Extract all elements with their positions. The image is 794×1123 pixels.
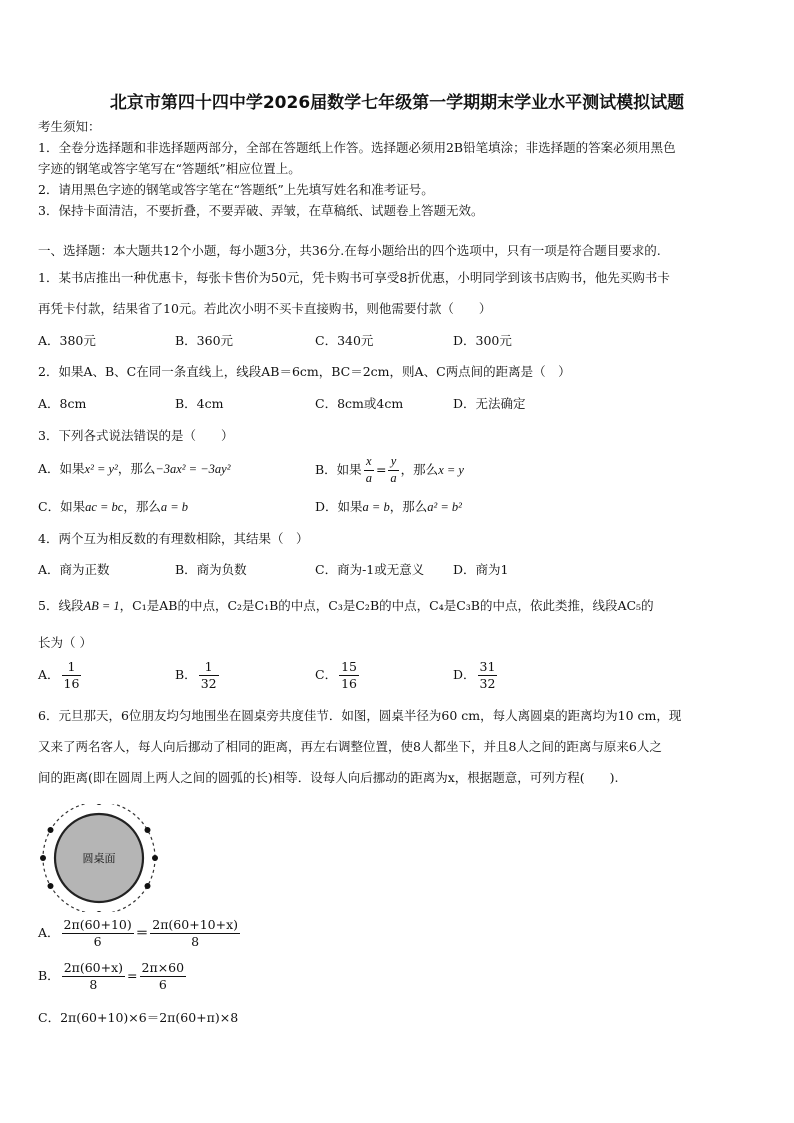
- seat-dot: [48, 827, 54, 833]
- q3-b-mid: ，那么: [400, 462, 439, 477]
- q5-option-b: B． $\frac{1}{32}$: [175, 659, 217, 691]
- q2-option-d: D．无法确定: [453, 396, 526, 411]
- q6-option-a: A． $\frac{2\pi(60+10)}{6}$ ＝ $\frac{2\pi(60+10+x)}{8}$: [38, 917, 238, 949]
- q5-b-fraction: $\frac{1}{32}$: [200, 659, 217, 691]
- notice-item-2: 2．请用黑色字迹的钢笔或答字笔在“答题纸”上先填写姓名和准考证号。: [38, 182, 434, 197]
- q3-option-c: [38, 501, 188, 514]
- section-heading: 一、选择题：本大题共12个小题，每小题3分，共36分.在每小题给出的四个选项中，只有一项是符合题目要求的.: [38, 243, 661, 258]
- q3-b-fraction-left: $\frac{x}{a}$: [365, 454, 372, 485]
- q1-option-c: C．340元: [315, 333, 374, 348]
- q3-b-fraction-right: $\frac{y}{a}$: [390, 454, 397, 485]
- q2-option-a: A．8cm: [38, 396, 87, 411]
- q5-option-d: D． $\frac{31}{32}$: [453, 659, 496, 691]
- round-table-figure: [38, 804, 162, 912]
- q1-option-a: A．380元: [38, 333, 96, 348]
- seat-dot: [145, 883, 151, 889]
- notice-item-1: 1．全卷分选择题和非选择题两部分，全部在答题纸上作答。选择题必须用2B铅笔填涂；非选择题的答案必须用黑色: [38, 140, 676, 155]
- seat-dot: [96, 804, 102, 805]
- q3-a-result: −3ax² = −3ay²: [155, 462, 231, 476]
- notice-item-3: 3．保持卡面清洁，不要折叠，不要弄破、弄皱，在草稿纸、试题卷上答题无效。: [38, 203, 484, 218]
- q2-option-b: B．4cm: [175, 396, 224, 411]
- q6-stem-line1: 6．元旦那天，6位朋友均匀地围坐在圆桌旁共度佳节．如图，圆桌半径为60 cm，每人离圆桌的距离均为10 cm，现: [38, 708, 682, 723]
- q1-option-d: D．300元: [453, 333, 512, 348]
- q6-a-right-fraction: $\frac{2\pi(60+10+x)}{8}$: [152, 917, 238, 949]
- q3-d-prefix: D．如果: [315, 499, 363, 514]
- q3-d-mid: ，那么: [389, 499, 428, 514]
- q3-b-prefix: B．如果: [315, 462, 362, 477]
- q5-stem-line2: 长为（ ）: [38, 635, 92, 650]
- q6-b-left-fraction: $\frac{2\pi(60+x)}{8}$: [63, 960, 124, 992]
- q4-option-d: D．商为1: [453, 562, 509, 577]
- q5-option-c: C． $\frac{15}{16}$: [315, 659, 357, 691]
- q3-a-condition: x² = y²: [84, 462, 118, 476]
- q6-option-b: B． $\frac{2\pi(60+x)}{8}$ = $\frac{2\pi\times 60}{6}$: [38, 960, 185, 992]
- q3-stem: 3．下列各式说法错误的是（ ）: [38, 428, 234, 443]
- q4-stem: 4．两个互为相反数的有理数相除，其结果（ ）: [38, 531, 309, 546]
- q5-stem-line1: 5．线段AB = 1，C₁是AB的中点，C₂是C₁B的中点，C₃是C₂B的中点，C₄是C₃B的中点，依此类推，线段AC₅的: [38, 598, 654, 613]
- seat-dot: [152, 855, 158, 861]
- q3-a-prefix: A．如果: [38, 461, 85, 476]
- q3-c-condition: ac = bc: [85, 500, 124, 514]
- q4-option-a: A．商为正数: [38, 562, 110, 577]
- table-label: 圆桌面: [82, 852, 116, 865]
- notice-heading: 考生须知：: [38, 119, 101, 134]
- q1-stem-line2: 再凭卡付款，结果省了10元。若此次小明不买卡直接购书，则他需要付款（ ）: [38, 301, 492, 316]
- q3-option-b: B．如果 $\frac{x}{a}$ = $\frac{y}{a}$ ，那么x = y: [315, 454, 464, 485]
- q3-d-condition: a = b: [362, 500, 390, 514]
- q3-a-mid: ，那么: [117, 461, 156, 476]
- seat-dot: [145, 827, 151, 833]
- q1-option-b: B．360元: [175, 333, 234, 348]
- q4-option-c: C．商为-1或无意义: [315, 562, 425, 577]
- q5-d-fraction: $\frac{31}{32}$: [479, 659, 496, 691]
- q4-option-b: B．商为负数: [175, 562, 247, 577]
- q5-c-fraction: $\frac{15}{16}$: [341, 659, 357, 691]
- q2-stem: 2．如果A、B、C在同一条直线上，线段AB＝6cm，BC＝2cm，则A、C两点间的距离是（ ）: [38, 364, 571, 379]
- q1-stem-line1: 1．某书店推出一种优惠卡，每张卡售价为50元，凭卡购书可享受8折优惠，小明同学到该书店购书，他先买购书卡: [38, 270, 670, 285]
- q3-b-result: x = y: [438, 463, 464, 477]
- page-title: 北京市第四十四中学2026届数学七年级第一学期期末学业水平测试模拟试题: [109, 93, 685, 113]
- q3-option-a: [38, 463, 230, 476]
- q3-d-result: a² = b²: [427, 500, 462, 514]
- seat-dot: [48, 883, 54, 889]
- q2-option-c: C．8cm或4cm: [315, 396, 404, 411]
- q6-stem-line2: 又来了两名客人，每人向后挪动了相同的距离，再左右调整位置，使8人都坐下，并且8人之间的距离与原来6人之: [38, 739, 662, 754]
- q5-option-a: A． $\frac{1}{16}$: [38, 659, 80, 691]
- q6-stem-line3: 间的距离(即在圆周上两人之间的圆弧的长)相等．设每人向后挪动的距离为x，根据题意，可列方程( ).: [38, 770, 619, 785]
- q6-a-left-fraction: $\frac{2\pi(60+10)}{6}$: [63, 917, 132, 949]
- q5-segment-ab: AB = 1: [83, 599, 120, 613]
- q3-c-result: a = b: [160, 500, 189, 514]
- seat-dot: [96, 911, 102, 912]
- q5-a-fraction: $\frac{1}{16}$: [63, 659, 80, 691]
- q6-b-right-fraction: $\frac{2\pi\times 60}{6}$: [141, 960, 185, 992]
- seat-dot: [40, 855, 46, 861]
- q3-c-mid: ，那么: [123, 499, 161, 514]
- q6-option-c: C．2π(60+10)×6＝2π(60+π)×8: [38, 1010, 239, 1025]
- q3-option-d: [315, 501, 462, 514]
- notice-item-1-cont: 字迹的钢笔或答字笔写在“答题纸”相应位置上。: [38, 161, 301, 176]
- q3-c-prefix: C．如果: [38, 499, 86, 514]
